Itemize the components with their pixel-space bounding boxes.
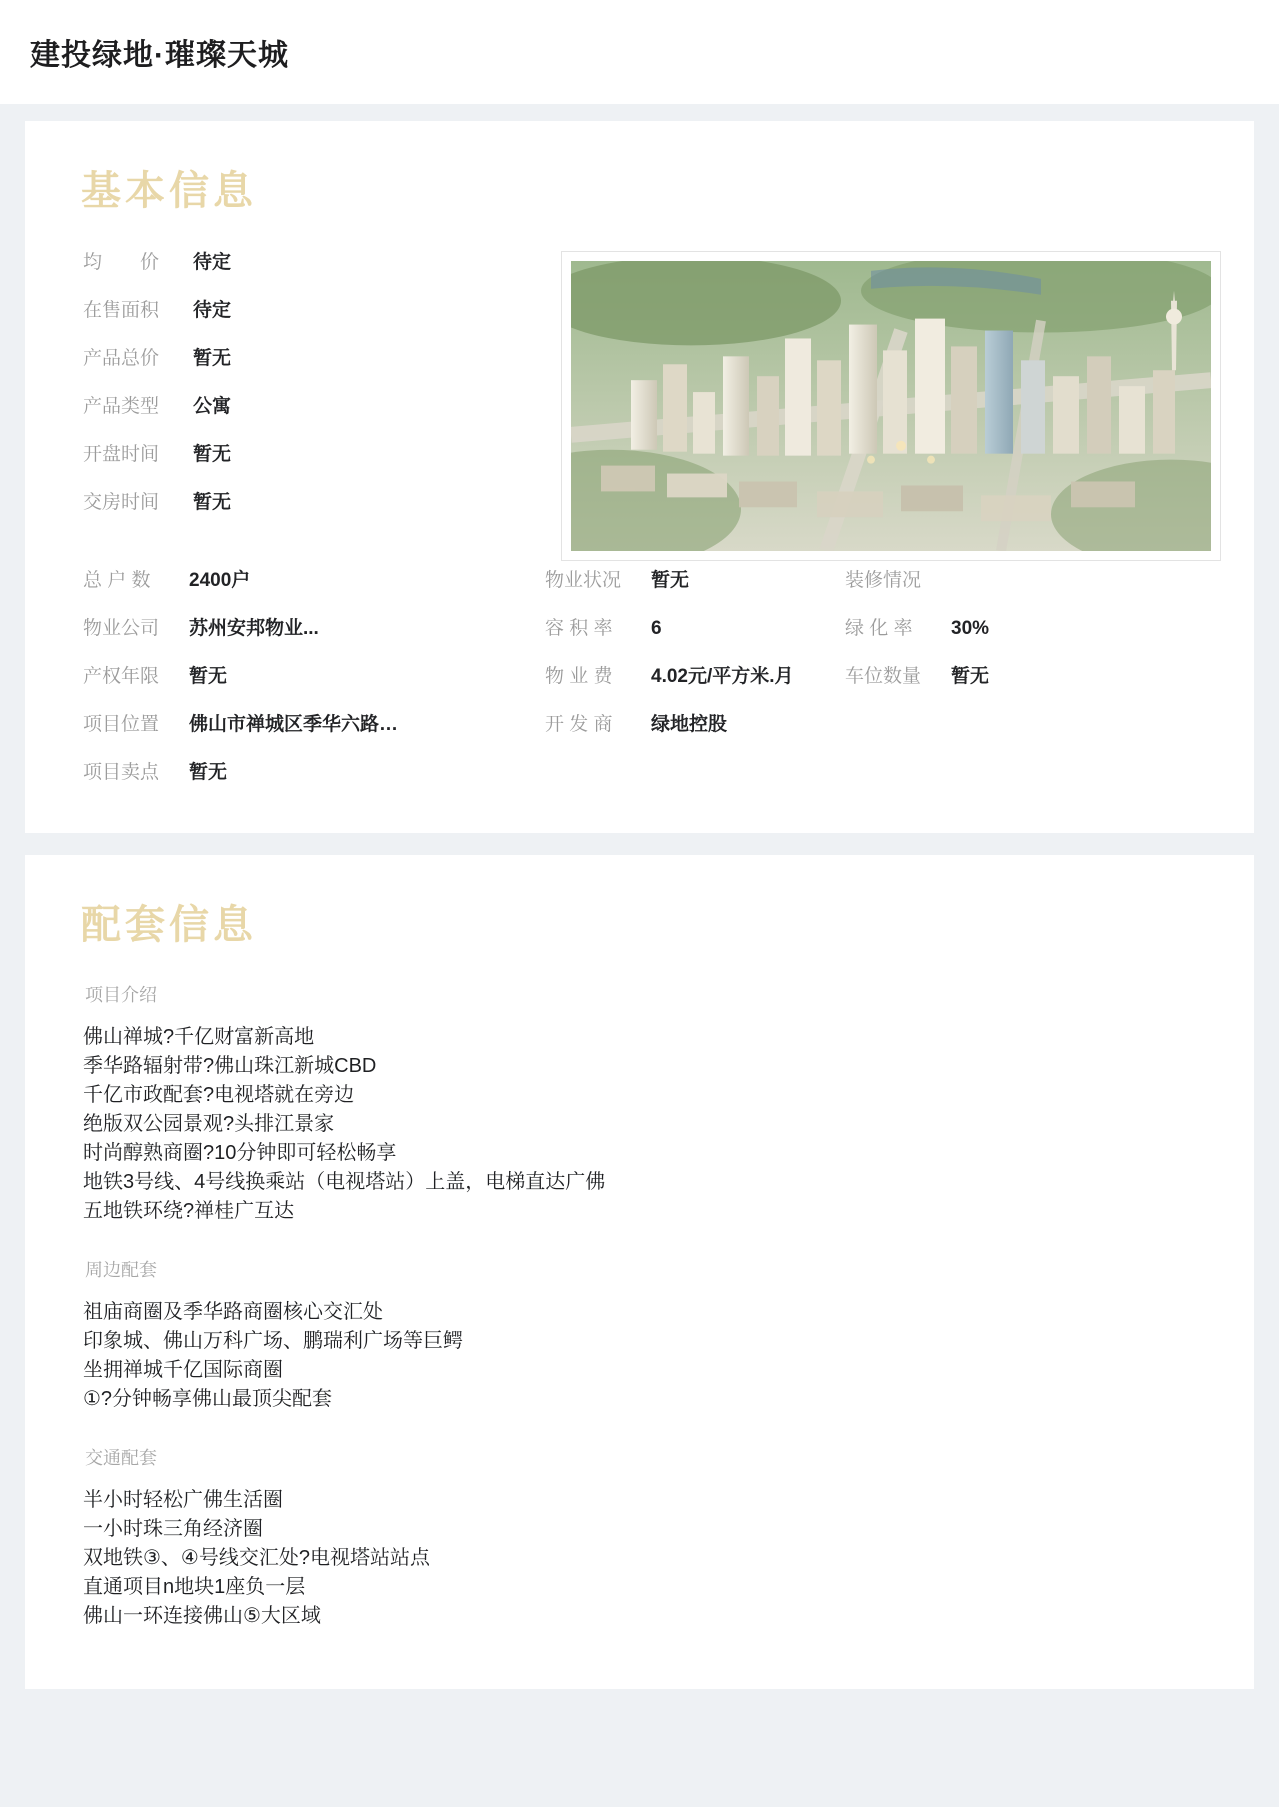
info-row	[83, 295, 545, 322]
info-row	[83, 343, 545, 370]
info-label: 均 价	[83, 252, 160, 273]
facility-line: 坐拥禅城千亿国际商圈	[83, 1359, 283, 1381]
facility-line: 一小时珠三角经济圈	[83, 1518, 263, 1540]
facility-group-title: 项目介绍	[85, 985, 157, 1005]
info-value: 2400户	[189, 570, 251, 591]
facility-group	[83, 1444, 1224, 1631]
info-label: 开盘时间	[83, 444, 160, 465]
facility-line: 季华路辐射带?佛山珠江新城CBD	[83, 1055, 377, 1077]
info-value: 暂无	[193, 492, 232, 513]
info-row	[845, 613, 1145, 640]
info-label: 容 积 率	[545, 618, 613, 639]
facility-line: 佛山一环连接佛山⑤大区域	[83, 1605, 321, 1627]
facility-line: 绝版双公园景观?头排江景家	[83, 1113, 335, 1135]
basic-info-section-title: 基本信息	[81, 169, 257, 213]
info-value: 30%	[951, 618, 990, 639]
info-label: 在售面积	[83, 300, 160, 321]
info-label: 交房时间	[83, 492, 160, 513]
facility-line: 双地铁③、④号线交汇处?电视塔站站点	[83, 1547, 430, 1569]
info-label: 物 业 费	[545, 666, 613, 687]
basic-info-body	[55, 247, 1224, 561]
info-row	[545, 661, 845, 688]
info-row	[83, 439, 545, 466]
facility-group-title: 周边配套	[85, 1260, 157, 1280]
info-value: 待定	[193, 252, 232, 273]
info-label: 装修情况	[845, 570, 922, 591]
info-row	[83, 565, 545, 592]
basic-info-lower-grid	[55, 565, 1224, 805]
info-label: 开 发 商	[545, 714, 613, 735]
facility-line: 佛山禅城?千亿财富新高地	[83, 1026, 315, 1048]
info-value: 暂无	[189, 666, 228, 687]
facility-line: 半小时轻松广佛生活圈	[83, 1489, 283, 1511]
aerial-view-illustration	[571, 261, 1211, 551]
basic-info-left-column	[55, 247, 545, 535]
info-value: 佛山市禅城区季华六路…	[189, 714, 399, 735]
facility-info-card	[25, 855, 1254, 1689]
info-value: 6	[651, 618, 662, 639]
basic-info-card	[25, 121, 1254, 833]
info-value: 公寓	[193, 396, 232, 417]
info-label: 绿 化 率	[845, 618, 913, 639]
info-row	[83, 391, 545, 418]
info-label: 总 户 数	[83, 570, 151, 591]
info-row	[845, 661, 1145, 688]
info-label: 物业公司	[83, 618, 160, 639]
info-row	[83, 661, 545, 688]
info-label: 产品类型	[83, 396, 160, 417]
facility-info-section-title: 配套信息	[81, 903, 257, 947]
basic-info-right-column	[545, 247, 1224, 561]
facility-line: 时尚醇熟商圈?10分钟即可轻松畅享	[83, 1142, 397, 1164]
info-row	[545, 613, 845, 640]
project-rendering-image	[571, 261, 1211, 551]
hero-image-frame	[561, 251, 1221, 561]
info-value: 暂无	[193, 444, 232, 465]
info-row	[83, 247, 545, 274]
info-label: 物业状况	[545, 570, 622, 591]
info-label: 产权年限	[83, 666, 160, 687]
facility-line: 地铁3号线、4号线换乘站（电视塔站）上盖，电梯直达广佛	[83, 1171, 606, 1193]
facility-line: ①?分钟畅享佛山最顶尖配套	[83, 1388, 333, 1410]
info-label: 产品总价	[83, 348, 160, 369]
info-label: 项目位置	[83, 714, 160, 735]
lower-grid-left-spacer	[83, 565, 545, 805]
info-value: 苏州安邦物业...	[189, 618, 319, 639]
info-label: 项目卖点	[83, 762, 160, 783]
page-header	[0, 0, 1279, 104]
facility-line: 直通项目n地块1座负一层	[83, 1576, 306, 1598]
info-row	[83, 757, 545, 784]
info-row	[83, 613, 545, 640]
facility-line: 祖庙商圈及季华路商圈核心交汇处	[83, 1301, 383, 1323]
info-row	[83, 709, 545, 736]
info-value: 4.02元/平方米.月	[651, 666, 794, 687]
facility-group-title: 交通配套	[85, 1448, 157, 1468]
info-value: 暂无	[193, 348, 232, 369]
info-value: 暂无	[951, 666, 990, 687]
info-row	[545, 565, 845, 592]
info-row	[845, 565, 1145, 592]
info-row	[545, 709, 845, 736]
facility-info-body	[55, 981, 1224, 1631]
info-value: 绿地控股	[651, 714, 728, 735]
facility-line: 千亿市政配套?电视塔就在旁边	[83, 1084, 355, 1106]
facility-line: 印象城、佛山万科广场、鹏瑞利广场等巨鳄	[83, 1330, 463, 1352]
lower-grid-middle-column	[545, 565, 845, 805]
info-value: 暂无	[651, 570, 690, 591]
page-title: 建投绿地·璀璨天城	[30, 39, 289, 72]
facility-line: 五地铁环绕?禅桂广互达	[83, 1200, 295, 1222]
info-label: 车位数量	[845, 666, 922, 687]
lower-grid-right-column	[845, 565, 1145, 805]
info-value: 暂无	[189, 762, 228, 783]
info-row	[83, 487, 545, 514]
facility-group	[83, 981, 1224, 1226]
info-value: 待定	[193, 300, 232, 321]
facility-group	[83, 1256, 1224, 1414]
